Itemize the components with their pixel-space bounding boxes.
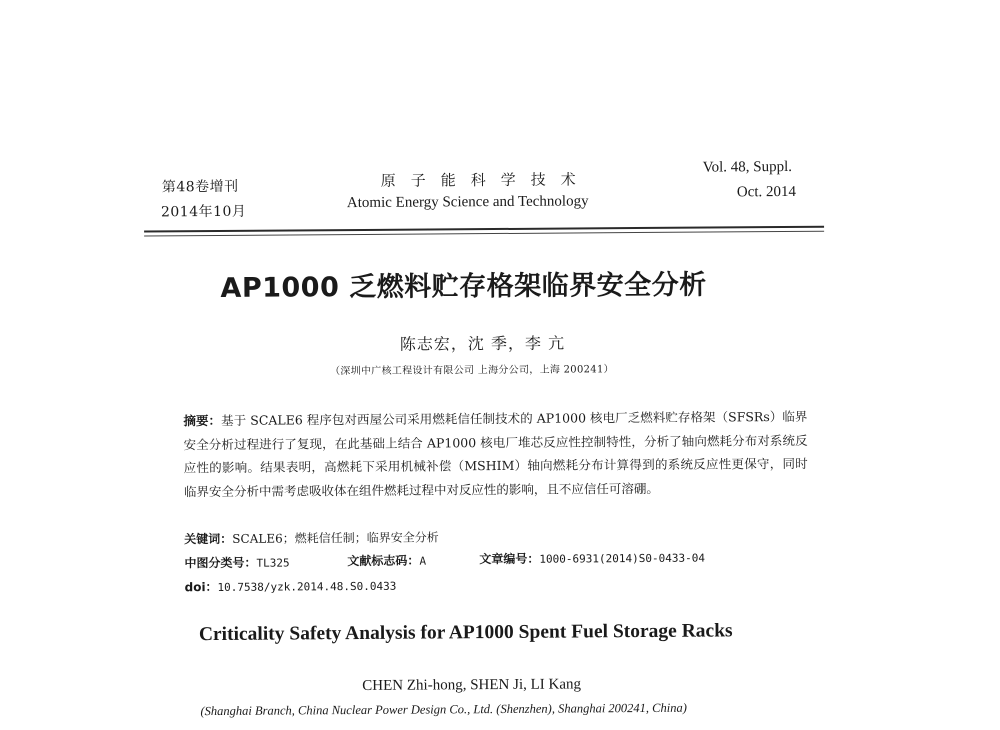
paper-title-cn: AP1000 乏燃料贮存格架临界安全分析 (220, 269, 707, 304)
article-number (479, 549, 705, 568)
document-code-label: 文献标志码： (347, 553, 420, 569)
journal-name-cn: 原子能科学技术 (380, 170, 591, 190)
article-number-value: 1000-6931(2014)S0-0433-04 (539, 551, 706, 566)
keywords-label: 关键词： (184, 531, 233, 547)
abstract-text: 基于 SCALE6 程序包对西屋公司采用燃耗信任制技术的 AP1000 核电厂乏燃料贮存格架（SFSRs）临界安全分析过程进行了复现，在此基础上结合 AP1000 核电厂堆芯反应性控制特性，分析了轴向燃耗分布对系统反应性的影响。结果表明，高燃耗下采用机械补偿（MSHIM）轴向燃耗分布计算得到的系统反应性更保守，同时临界安全分析中需考虑吸收体在组件燃耗过程中对反应性的影响，且不应信任可溶硼。 (183, 408, 808, 499)
paper-title-en: Criticality Safety Analysis for AP1000 Spent Fuel Storage Racks (198, 620, 733, 646)
keywords-line (184, 528, 439, 547)
authors-cn: 陈志宏，沈 季，李 亢 (399, 333, 566, 354)
volume-en: Vol. 48, Suppl. (702, 158, 793, 176)
affiliation-en: (Shanghai Branch, China Nuclear Power Design Co., Ltd. (Shenzhen), Shanghai 200241, China) (200, 700, 687, 719)
volume-cn: 第48卷增刊 (161, 178, 239, 196)
journal-name-en: Atomic Energy Science and Technology (346, 193, 589, 212)
doi-value: 10.7538/yzk.2014.48.S0.0433 (217, 579, 397, 594)
clc-number (184, 553, 289, 571)
document-code-value: A (419, 554, 427, 568)
keywords-text: SCALE6；燃耗信任制；临界安全分析 (232, 530, 439, 546)
date-cn: 2014年10月 (160, 203, 247, 221)
clc-label: 中图分类号： (184, 555, 257, 571)
clc-value: TL325 (256, 556, 290, 570)
authors-en: CHEN Zhi-hong, SHEN Ji, LI Kang (362, 676, 582, 694)
article-number-label: 文章编号： (479, 551, 540, 567)
abstract-cn (183, 405, 808, 503)
doi-line (185, 577, 397, 595)
affiliation-cn: （深圳中广核工程设计有限公司 上海分公司，上海 200241） (330, 364, 614, 378)
document-code (347, 552, 426, 570)
abstract-label: 摘要： (183, 412, 222, 429)
date-en: Oct. 2014 (736, 183, 797, 201)
doi-label: doi： (184, 579, 218, 595)
